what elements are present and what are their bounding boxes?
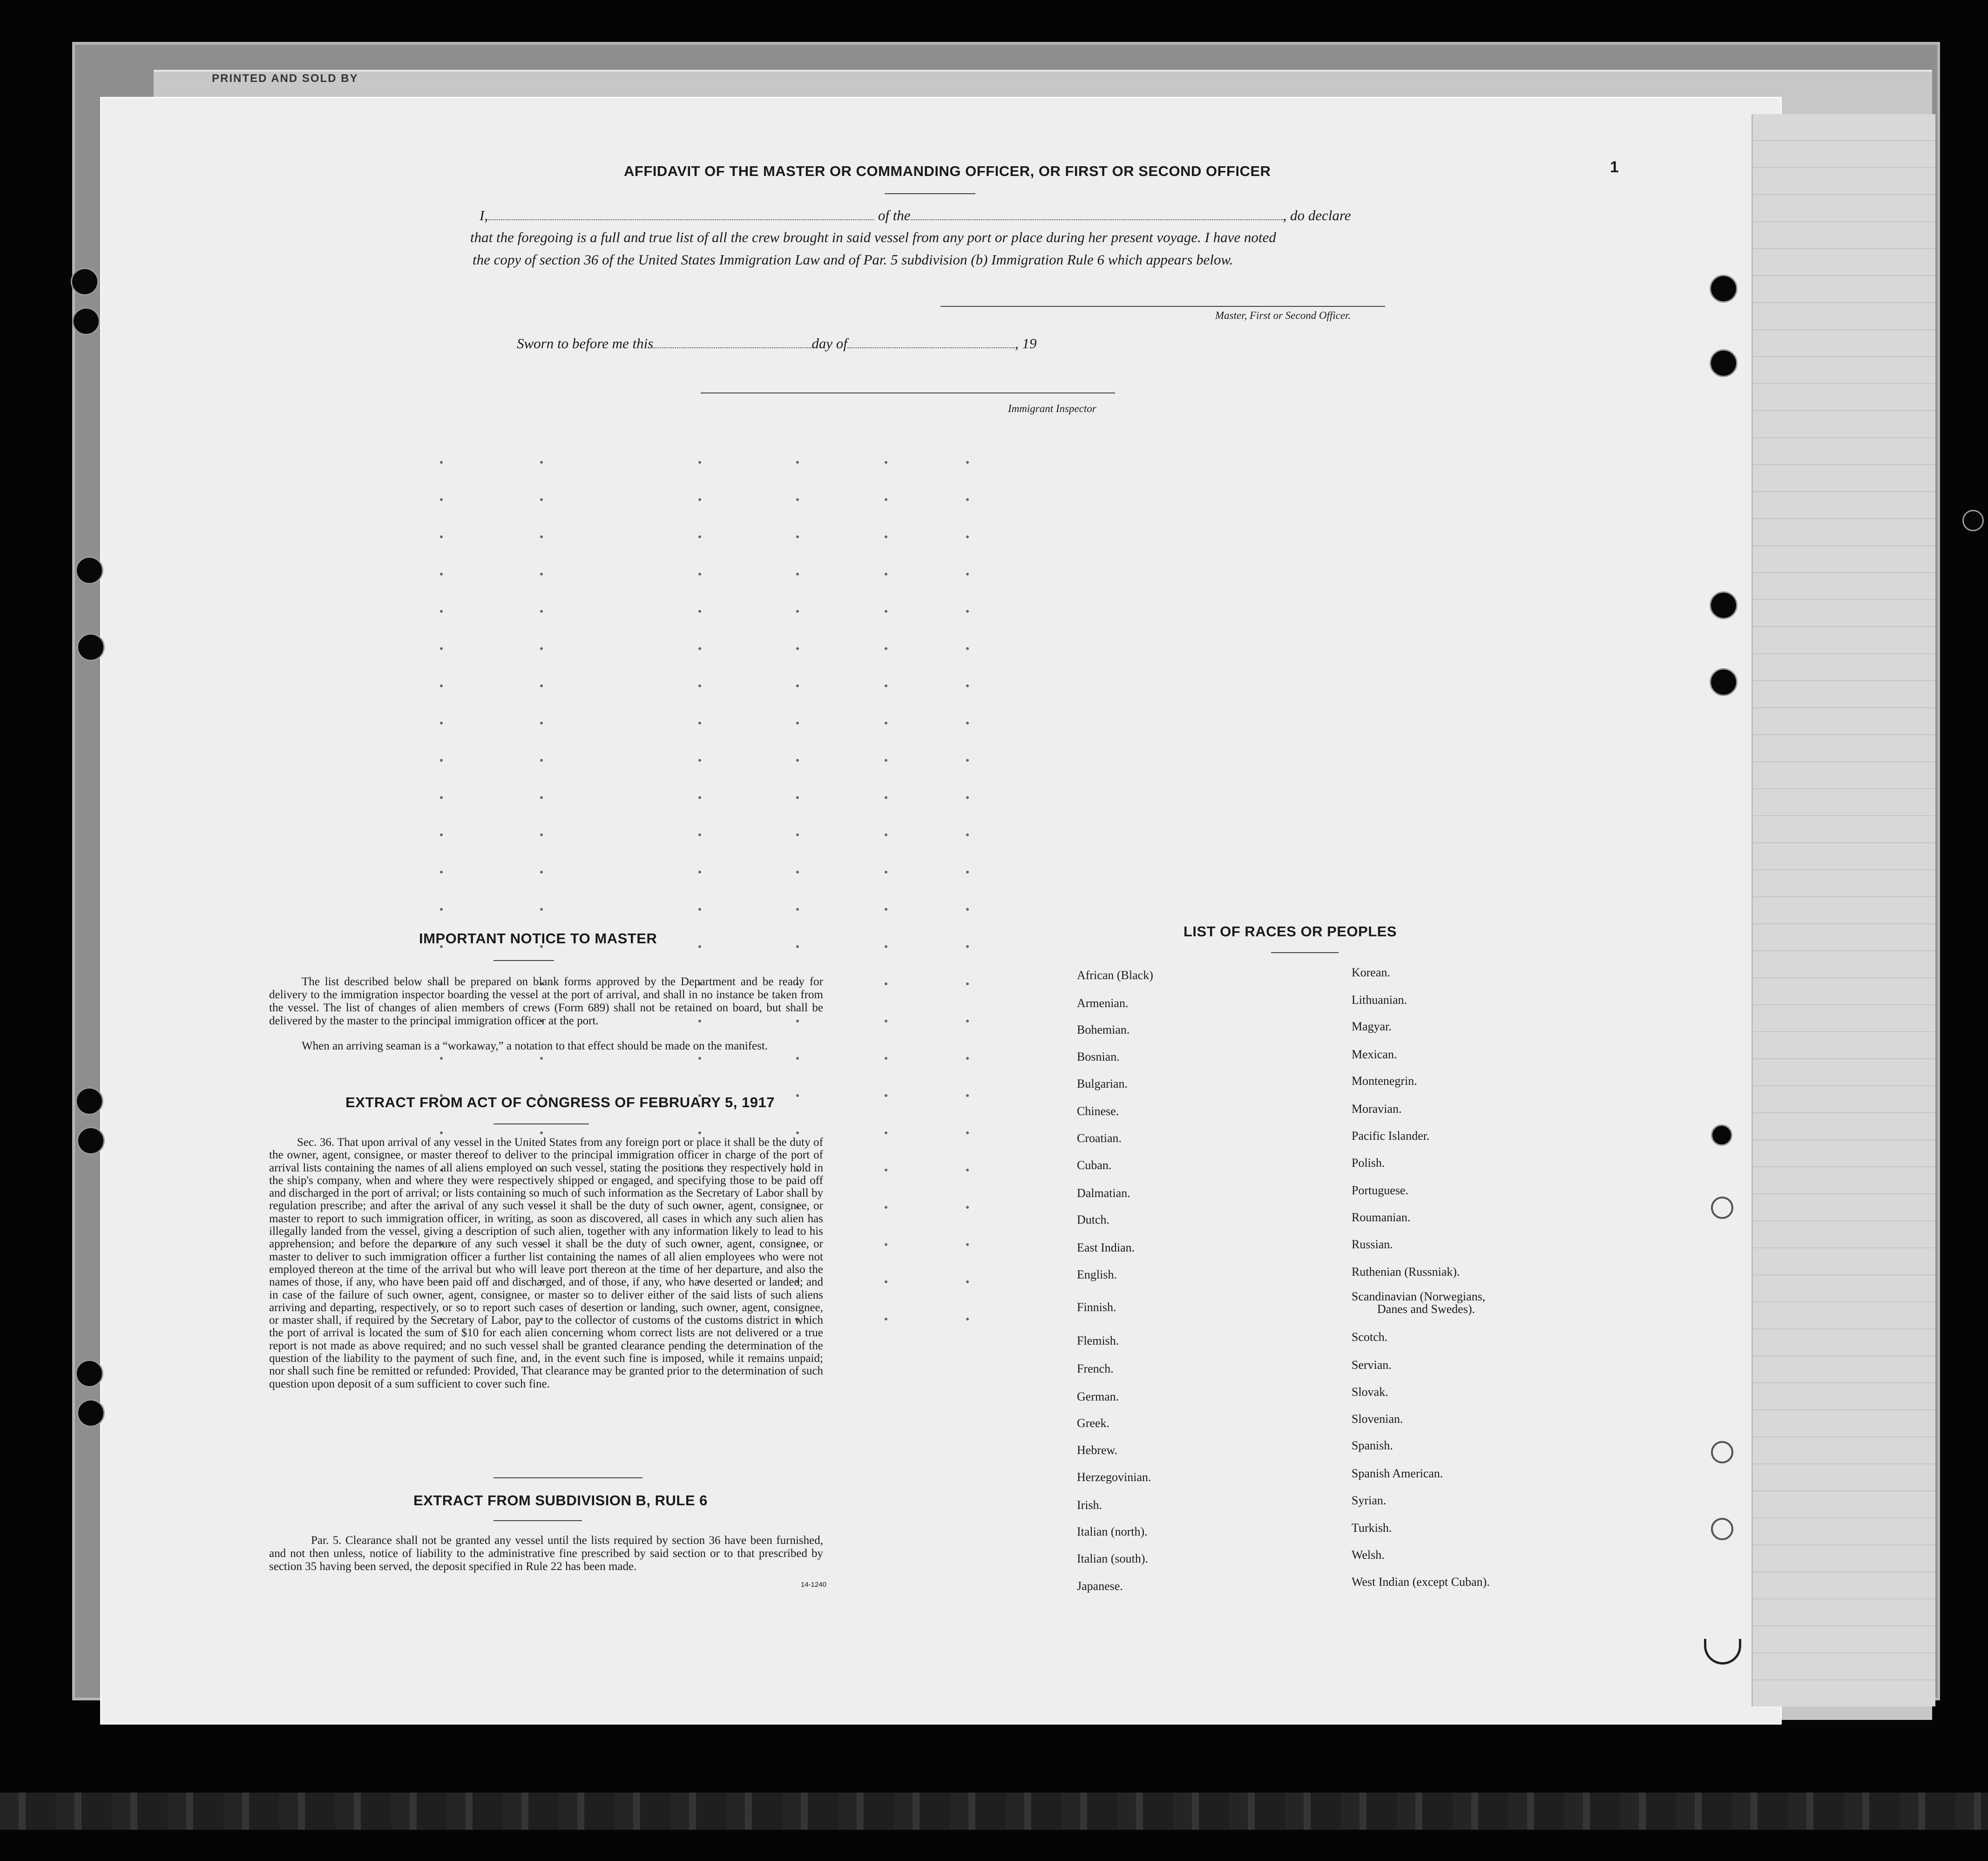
guide-dot [885, 610, 887, 613]
punch-hole-icon [71, 268, 99, 296]
guide-dot [885, 461, 887, 464]
race-list-item: Pacific Islander. [1352, 1129, 1430, 1143]
guide-dot [796, 1057, 799, 1060]
race-list-item: Italian (north). [1077, 1525, 1148, 1538]
guide-dot [540, 722, 543, 724]
race-list-item: East Indian. [1077, 1241, 1135, 1254]
affidavit-title: AFFIDAVIT OF THE MASTER OR COMMANDING OFFICER, OR FIRST OR SECOND OFFICER [624, 163, 1271, 179]
notice-title: IMPORTANT NOTICE TO MASTER [419, 930, 657, 947]
guide-dot [440, 1057, 443, 1060]
guide-dot [796, 722, 799, 724]
race-list-item: Russian. [1352, 1238, 1393, 1251]
race-list-item: Hebrew. [1077, 1443, 1118, 1457]
guide-dot [885, 833, 887, 836]
race-list-item: Greek. [1077, 1416, 1110, 1430]
guide-dot [966, 1131, 969, 1134]
guide-dot [540, 461, 543, 464]
guide-dot [698, 461, 701, 464]
guide-dot [885, 498, 887, 501]
race-list-item: Turkish. [1352, 1521, 1392, 1535]
race-list-item: Mexican. [1352, 1048, 1397, 1061]
guide-dot [796, 1094, 799, 1097]
affidavit-i: I, [480, 207, 488, 223]
guide-dot [540, 1057, 543, 1060]
punch-hole-icon [1711, 1197, 1733, 1219]
race-list-item: Finnish. [1077, 1300, 1116, 1314]
guide-dot [885, 647, 887, 650]
guide-dot [966, 1094, 969, 1097]
divider [885, 193, 975, 194]
guide-dot [440, 722, 443, 724]
guide-dot [440, 573, 443, 575]
race-list-item: Magyar. [1352, 1020, 1392, 1033]
race-list-item: Korean. [1352, 966, 1391, 979]
guide-dot [796, 759, 799, 762]
race-list-item: Slovenian. [1352, 1412, 1403, 1426]
punch-hole-icon [1710, 591, 1738, 619]
race-list-item: West Indian (except Cuban). [1352, 1575, 1490, 1589]
guide-dot [540, 535, 543, 538]
guide-dot [885, 871, 887, 873]
guide-dot [966, 647, 969, 650]
guide-dot [440, 871, 443, 873]
guide-dot [698, 1131, 701, 1134]
guide-dot [885, 684, 887, 687]
punch-hole-icon [1710, 349, 1738, 377]
guide-dot [966, 461, 969, 464]
race-list-item: Montenegrin. [1352, 1074, 1417, 1088]
guide-dot [540, 573, 543, 575]
guide-dot [698, 796, 701, 799]
guide-dot [966, 871, 969, 873]
guide-dot [540, 610, 543, 613]
race-list-item: German. [1077, 1390, 1119, 1403]
extract-rule-title: EXTRACT FROM SUBDIVISION B, RULE 6 [413, 1492, 708, 1509]
race-list-item: Italian (south). [1077, 1552, 1149, 1565]
guide-dot [540, 759, 543, 762]
guide-dot [966, 573, 969, 575]
guide-dot [966, 1057, 969, 1060]
guide-dot [885, 1169, 887, 1171]
punch-hole-icon [1710, 275, 1738, 303]
guide-dot [540, 684, 543, 687]
guide-dot [540, 908, 543, 911]
guide-dot [440, 647, 443, 650]
notice-para-1: The list described below shall be prepared on blank forms approved by the Department and be ready for delivery to the immigration inspector boarding the vessel at the port of arrival, and shall in no instance be taken from the vessel. The list of changes of alien members of crews (Form 689) shall not be retained on board, but shall be delivered by the master to the principal immigration officer at the port. [269, 975, 823, 1027]
divider [494, 960, 554, 961]
guide-dot [885, 722, 887, 724]
guide-dot [966, 1169, 969, 1171]
affidavit-line-3: the copy of section 36 of the United States Immigration Law and of Par. 5 subdivision (b) Immigration Rule 6 which appears below. [473, 251, 1233, 268]
guide-dot [440, 796, 443, 799]
race-list-item: Portuguese. [1352, 1184, 1409, 1197]
guide-dot [698, 833, 701, 836]
guide-dot [885, 573, 887, 575]
guide-dot [885, 1206, 887, 1209]
guide-dot [966, 1318, 969, 1320]
sworn-prefix: Sworn to before me this [517, 335, 654, 352]
guide-dot [796, 535, 799, 538]
extract-act-body: Sec. 36. That upon arrival of any vessel in the United States from any foreign port or place it shall be the duty of the owner, agent, consignee, or master thereof to deliver to the principal immigration officer in charge of the port of arrival lists containing the names of all aliens employed on such vessel, stating the positions they respectively hold in the ship's company, when and where they were respectively shipped or engaged, and specifying those to be paid off and discharged in the port of arrival; or lists containing so much of such information as the Secretary of Labor shall by regulation prescribe; and after the arrival of any such vessel it shall be the duty of such owner, agent, consignee, or master to report to such immigration officer, in writing, as soon as discovered, all cases in which any such alien has illegally landed from the vessel, giving a description of such alien, together with any information likely to lead to his apprehension; and before the departure of any such vessel it shall be the duty of such owner, agent, consignee, or master to deliver to such immigration officer a further list containing the names of all alien employees who were not employed thereon at the time of the arrival but who will leave port thereon at the time of her departure, and also the names of those, if any, who have been paid off and discharged, and of those, if any, who have deserted or landed; and in case of the failure of such owner, agent, consignee, or master so to deliver either of the said lists of such aliens arriving and departing, respectively, or so to report such cases of desertion or landing, such owner, agent, consignee, or master shall, if required by the Secretary of Labor, pay to the collector of customs of the customs district in which the port of arrival is located the sum of $10 for each alien concerning whom correct lists are not delivered or a true report is not made as above required; and no such vessel shall be granted clearance pending the determination of the question of the liability to the payment of such fine, and, in the event such fine is imposed, while it remains unpaid; nor shall such fine be remitted or refunded: Provided, That clearance may be granted prior to the determination of such question upon deposit of a sum sufficient to cover such fine. [269, 1136, 823, 1390]
guide-dot [440, 833, 443, 836]
race-list-item: Dutch. [1077, 1213, 1110, 1226]
punch-hole-icon [1711, 1441, 1733, 1463]
guide-dot [698, 647, 701, 650]
race-list-item: Armenian. [1077, 996, 1129, 1010]
guide-dot [796, 684, 799, 687]
guide-dot [440, 498, 443, 501]
guide-dot [885, 1280, 887, 1283]
affidavit-line-2: that the foregoing is a full and true list of all the crew brought in said vessel from any port or place during her present voyage. I have noted [470, 229, 1276, 245]
guide-dot [796, 945, 799, 948]
guide-dot [885, 1318, 887, 1320]
page-marker: 1 [1610, 158, 1619, 176]
guide-dot [698, 759, 701, 762]
guide-dot [885, 945, 887, 948]
race-list-item: Dalmatian. [1077, 1186, 1130, 1200]
guide-dot [440, 1131, 443, 1134]
guide-dot [796, 833, 799, 836]
guide-dot [698, 535, 701, 538]
affidavit-of-the: of the [878, 207, 911, 223]
guide-dot [540, 833, 543, 836]
guide-dot [966, 982, 969, 985]
guide-dot [966, 535, 969, 538]
race-list-item: Scotch. [1352, 1330, 1388, 1344]
race-list-item: Bohemian. [1077, 1023, 1130, 1036]
guide-dot [698, 722, 701, 724]
guide-dot [540, 498, 543, 501]
race-list-item: Bosnian. [1077, 1050, 1120, 1063]
guide-dot [698, 573, 701, 575]
races-title: LIST OF RACES OR PEOPLES [1183, 923, 1397, 940]
race-list-item: Spanish American. [1352, 1467, 1443, 1480]
race-list-item: Japanese. [1077, 1579, 1123, 1593]
guide-dot [885, 796, 887, 799]
form-number: 14-1240 [801, 1581, 827, 1589]
guide-dot [796, 871, 799, 873]
guide-dot [796, 498, 799, 501]
guide-dot [540, 796, 543, 799]
right-flap-sheet [1751, 114, 1935, 1706]
bottom-edge-strip [0, 1793, 1988, 1830]
race-list-item: Danes and Swedes). [1377, 1302, 1475, 1316]
punch-hole-icon [75, 1087, 103, 1115]
guide-dot [440, 759, 443, 762]
guide-dot [966, 610, 969, 613]
guide-dot [885, 1020, 887, 1022]
guide-dot [966, 498, 969, 501]
sworn-year: , 19 [1014, 335, 1037, 352]
sworn-line [517, 335, 1036, 352]
guide-dot [540, 647, 543, 650]
race-list-item: Slovak. [1352, 1385, 1388, 1399]
guide-dot [440, 684, 443, 687]
affidavit-declare: , do declare [1283, 207, 1351, 223]
punch-hole-icon [77, 1399, 105, 1427]
guide-dot [885, 1094, 887, 1097]
guide-dot [796, 461, 799, 464]
sworn-month-field[interactable] [847, 337, 1015, 348]
guide-dot [885, 908, 887, 911]
race-list-item: Cuban. [1077, 1158, 1112, 1172]
guide-dot [966, 722, 969, 724]
guide-dot [796, 1131, 799, 1134]
extract-act-title: EXTRACT FROM ACT OF CONGRESS OF FEBRUARY 5, 1917 [345, 1094, 775, 1110]
guide-dot [440, 610, 443, 613]
printed-strip: PRINTED AND SOLD BY [212, 72, 358, 85]
affidavit-line-1 [480, 207, 1351, 224]
race-list-item: Bulgarian. [1077, 1077, 1128, 1090]
race-list-item: French. [1077, 1362, 1114, 1375]
race-list-item: Syrian. [1352, 1494, 1386, 1507]
guide-dot [966, 833, 969, 836]
divider [494, 1123, 589, 1124]
guide-dot [966, 908, 969, 911]
divider [1271, 952, 1339, 953]
guide-dot [698, 1057, 701, 1060]
guide-dot [440, 461, 443, 464]
race-list-item: Polish. [1352, 1156, 1385, 1170]
guide-dot [966, 759, 969, 762]
race-list-item: Roumanian. [1352, 1211, 1411, 1224]
guide-dot [966, 796, 969, 799]
guide-dot [966, 945, 969, 948]
guide-dot [698, 684, 701, 687]
race-list-item: Chinese. [1077, 1104, 1119, 1118]
guide-dot [885, 759, 887, 762]
punch-hole-icon [77, 1127, 105, 1155]
guide-dot [796, 573, 799, 575]
sworn-day-of: day of [811, 335, 847, 352]
divider [494, 1520, 582, 1521]
guide-dot [698, 945, 701, 948]
guide-dot [885, 1243, 887, 1246]
guide-dot [966, 1020, 969, 1022]
race-list-item: Herzegovinian. [1077, 1470, 1151, 1484]
race-list-item: African (Black) [1077, 968, 1153, 982]
guide-dot [885, 1057, 887, 1060]
race-list-item: Lithuanian. [1352, 993, 1407, 1007]
race-list-item: Flemish. [1077, 1334, 1119, 1347]
guide-dot [885, 1131, 887, 1134]
guide-dot [796, 647, 799, 650]
guide-dot [440, 535, 443, 538]
race-list-item: Scandinavian (Norwegians, [1352, 1290, 1486, 1303]
guide-dot [796, 610, 799, 613]
race-list-item: English. [1077, 1268, 1117, 1281]
guide-dot [540, 871, 543, 873]
guide-dot [698, 871, 701, 873]
sworn-day-field[interactable] [653, 337, 811, 348]
guide-dot [440, 908, 443, 911]
signature-label: Master, First or Second Officer. [1215, 310, 1351, 321]
punch-hole-icon [1710, 668, 1738, 696]
race-list-item: Irish. [1077, 1498, 1102, 1512]
punch-hole-icon [1711, 1518, 1733, 1540]
punch-hole-icon [72, 307, 100, 335]
punch-hole-icon [1962, 510, 1984, 531]
vessel-blank-field[interactable] [911, 209, 1283, 220]
guide-dot [966, 684, 969, 687]
guide-dot [540, 1131, 543, 1134]
guide-dot [698, 610, 701, 613]
race-list-item: Croatian. [1077, 1131, 1122, 1145]
race-list-item: Welsh. [1352, 1548, 1385, 1562]
notice-para-2: When an arriving seaman is a “workaway,” a notation to that effect should be made on the manifest. [302, 1040, 768, 1052]
divider [494, 1477, 642, 1478]
guide-dot [885, 535, 887, 538]
guide-dot [796, 796, 799, 799]
extract-rule-body: Par. 5. Clearance shall not be granted any vessel until the lists required by section 36 have been furnished, and not then unless, notice of liability to the administrative fine prescribed by said section or to that prescribed by section 35 having been served, the deposit specified in Rule 22 has been made. [269, 1534, 823, 1573]
punch-hole-icon [77, 633, 105, 661]
inspector-label: Immigrant Inspector [1008, 403, 1096, 414]
name-blank-field[interactable] [488, 209, 874, 220]
guide-dot [885, 982, 887, 985]
race-list-item: Spanish. [1352, 1439, 1393, 1452]
guide-dot [966, 1243, 969, 1246]
guide-dot [966, 1206, 969, 1209]
guide-dot [698, 908, 701, 911]
guide-dot [698, 498, 701, 501]
guide-dot [966, 1280, 969, 1283]
race-list-item: Moravian. [1352, 1102, 1402, 1116]
race-list-item: Ruthenian (Russniak). [1352, 1265, 1460, 1279]
race-list-item: Servian. [1352, 1358, 1392, 1372]
signature-line[interactable] [940, 306, 1385, 307]
punch-hole-icon [1711, 1124, 1732, 1146]
punch-hole-icon [75, 556, 103, 584]
punch-hole-icon [75, 1360, 103, 1387]
guide-dot [796, 908, 799, 911]
